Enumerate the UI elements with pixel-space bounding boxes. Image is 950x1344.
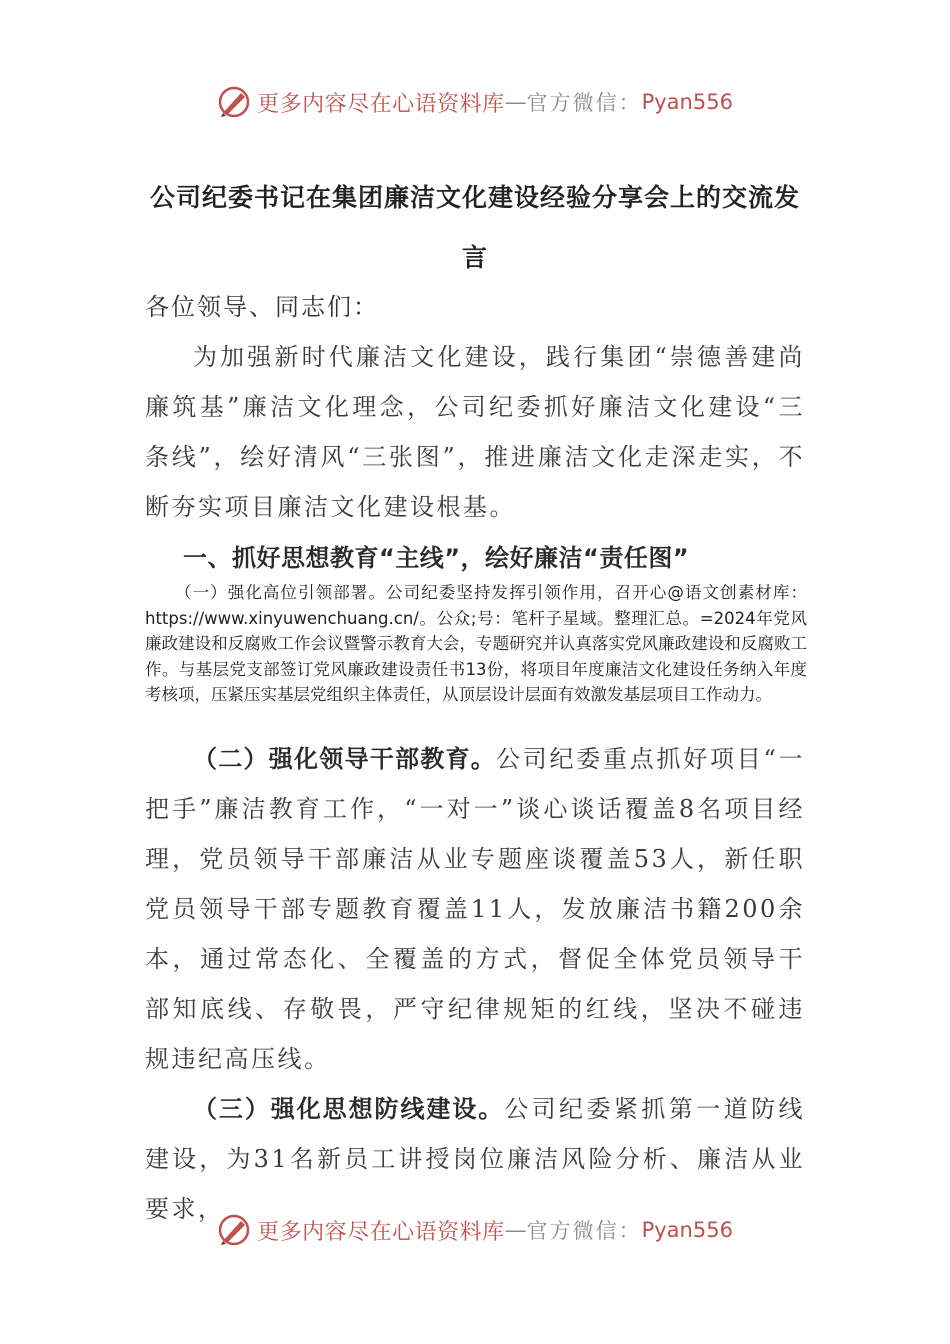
banner-site-text: 更多内容尽在心语资料库 xyxy=(257,1219,505,1245)
item-2-lead: （二）强化领导干部教育。 xyxy=(193,745,496,773)
item-3-text: 公司纪委紧抓第一道防线建设，为31名新员工讲授岗位廉洁风险分析、廉洁从业要求， xyxy=(145,1095,806,1223)
pen-logo-icon xyxy=(217,85,251,119)
banner-separator: — xyxy=(504,89,527,115)
item-3-lead: （三）强化思想防线建设。 xyxy=(193,1095,505,1123)
footer-banner xyxy=(0,1210,950,1250)
greeting: 各位领导、同志们： xyxy=(145,293,379,321)
banner-site-text: 更多内容尽在心语资料库 xyxy=(257,91,505,117)
banner-separator: — xyxy=(504,1217,527,1243)
banner-wechat-label: 官方微信： xyxy=(526,1219,642,1243)
intro-paragraph: 为加强新时代廉洁文化建设，践行集团“崇德善建尚廉筑基”廉洁文化理念，公司纪委抓好廉洁文化建设“三条线”，绘好清风“三张图”，推进廉洁文化走深走实，不断夯实项目廉洁文化建设根基。 xyxy=(145,343,805,521)
banner-wechat-label: 官方微信： xyxy=(526,91,642,115)
banner-wechat-id: Pyan556 xyxy=(641,1218,733,1242)
document-title: 公司纪委书记在集团廉洁文化建设经验分享会上的交流发言 xyxy=(149,183,800,272)
item-2-paragraph xyxy=(145,734,805,1084)
header-banner xyxy=(0,82,950,122)
section-heading-1: 一、抓好思想教育“主线”，绘好廉洁“责任图” xyxy=(183,544,690,572)
banner-wechat-id: Pyan556 xyxy=(641,90,733,114)
pen-logo-icon xyxy=(217,1213,251,1247)
item-2-text: 公司纪委重点抓好项目“一把手”廉洁教育工作，“一对一”谈心谈话覆盖8名项目经理，党员领导干部廉洁从业专题座谈覆盖53人，新任职党员领导干部专题教育覆盖11人，发放廉洁书籍200余本，通过常态化、全覆盖的方式，督促全体党员领导干部知底线、存敬畏，严守纪律规矩的红线，坚决不碰违规违纪高压线。 xyxy=(145,745,805,1073)
item-1-paragraph: （一）强化高位引领部署。公司纪委坚持发挥引领作用，召开心@语文创素材库：https://www.xinyuwenchuang.cn/。公众;号：笔杆子星域。整理汇总。=2024年党风廉政建设和反腐败工作会议暨警示教育大会，专题研究并认真落实党风廉政建设和反腐败工作。与基层党支部签订党风廉政建设责任书13份，将项目年度廉洁文化建设任务纳入年度考核项，压紧压实基层党组织主体责任，从顶层设计层面有效激发基层项目工作动力。 xyxy=(145,583,807,704)
